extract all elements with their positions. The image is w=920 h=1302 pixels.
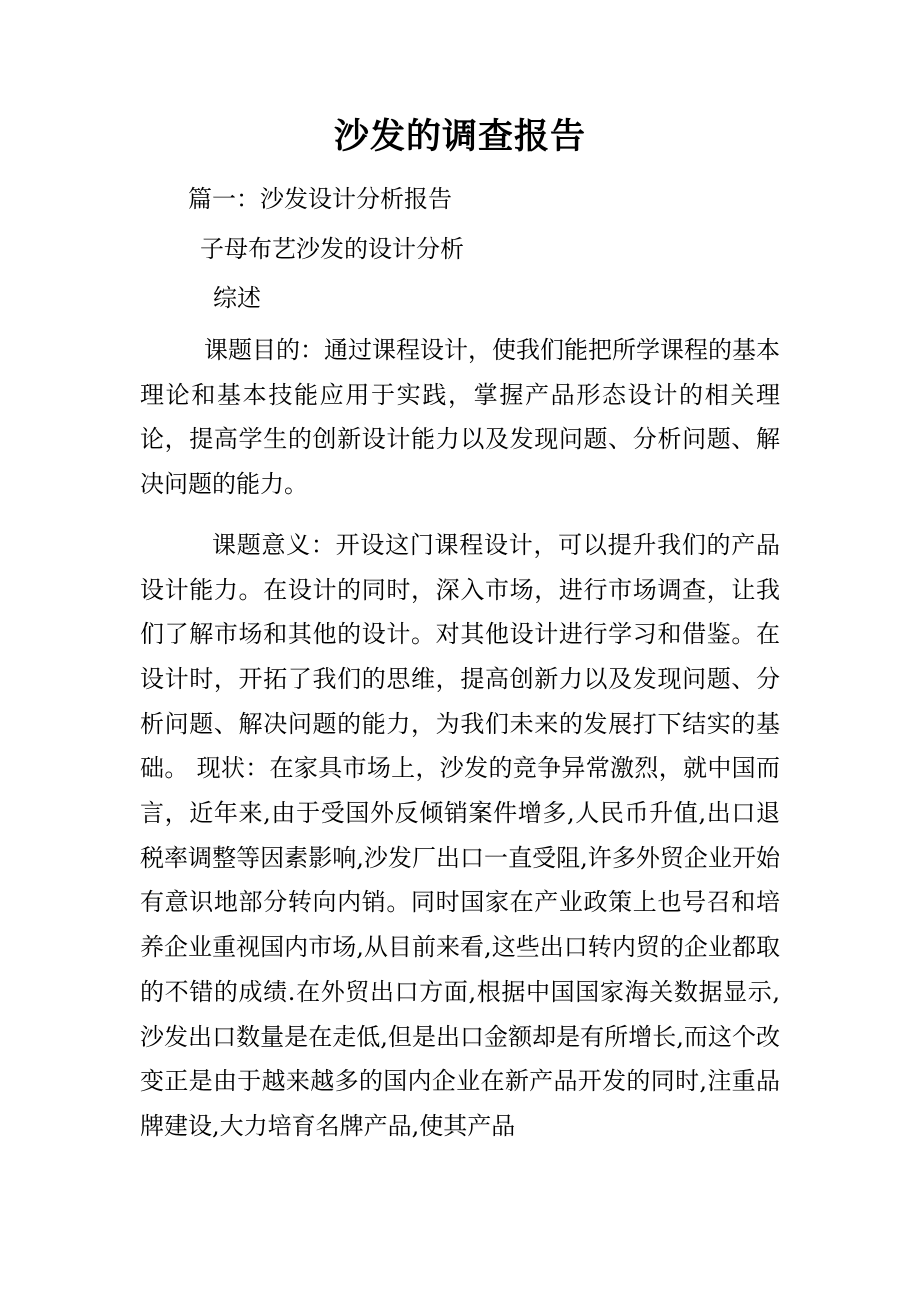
paragraph-purpose: 课题目的：通过课程设计，使我们能把所学课程的基本理论和基本技能应用于实践，掌握产品形态设计的相关理论，提高学生的创新设计能力以及发现问题、分析问题、解决问题的能力。 [140, 336, 780, 499]
document-title: 沙发的调查报告 [333, 116, 586, 157]
subtitle: 子母布艺沙发的设计分析 [200, 235, 464, 263]
body-text [140, 328, 780, 1149]
overview-heading: 综述 [213, 284, 261, 312]
section-heading: 篇一：沙发设计分析报告 [188, 185, 452, 213]
paragraph-significance: 课题意义：开设这门课程设计，可以提升我们的产品设计能力。在设计的同时，深入市场，进行市场调查，让我们了解市场和其他的设计。对其他设计进行学习和借鉴。在设计时，开拓了我们的思维，提高创新力以及发现问题、分析问题、解决问题的能力，为我们未来的发展打下结实的基础。 现状：在家具市场上，沙发的竞争异常激烈，就中国而言，近年来,由于受国外反倾销案件增多,人民币升值,出口退税率调整等因素影响,沙发厂出口一直受阻,许多外贸企业开始有意识地部分转向内销。同时国家在产业政策上也号召和培养企业重视国内市场,从目前来看,这些出口转内贸的企业都取的不错的成绩.在外贸出口方面,根据中国国家海关数据显示,沙发出口数量是在走低,但是出口金额却是有所增长,而这个改变正是由于越来越多的国内企业在新产品开发的同时,注重品牌建设,大力培育名牌产品,使其产品 [140, 530, 780, 1140]
